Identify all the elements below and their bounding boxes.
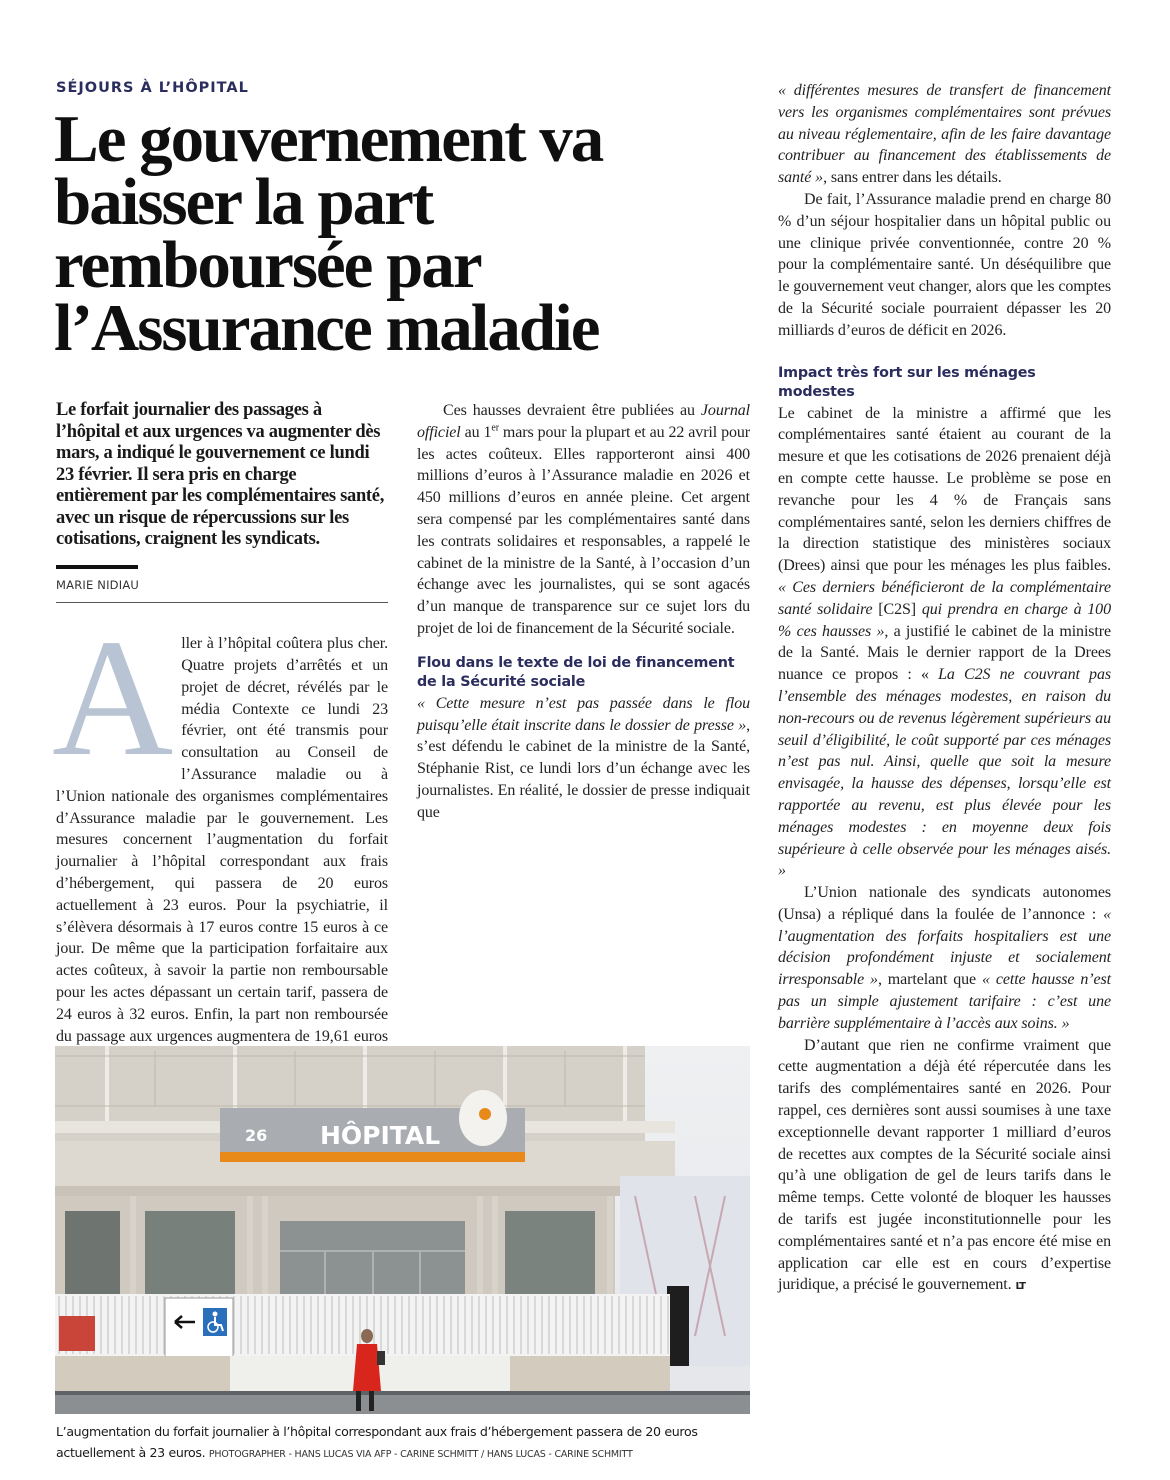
column-1	[52, 400, 388, 1045]
lede: Le forfait journalier des passages à l’hôpital et aux urgences va augmenter dès mars, a indiqué le gouvernement ce lundi 23 février. Il sera pris en charge entièrement par les complémentaires santé, avec un risque de répercussions sur les cotisations, craignent les syndicats.	[56, 400, 385, 549]
journal-officiel: Journal officiel	[417, 402, 750, 441]
end-mark: LT	[1015, 1281, 1025, 1293]
p5-text: Le cabinet de la ministre a affirmé que les complémentaires santé étaient au courant de la mesure et que les cotisations de 2026 prenaient déjà en compte cette hausse. Le problème se pose en revanche pour les 4 % de Français sans complémentaires santé, selon les derniers chiffres de la direction statistique des ministères sociaux (Drees) ainsi que pour les ménages les plus faibles.	[778, 404, 1111, 575]
p5-text: [C2S]	[878, 600, 917, 618]
column-3	[778, 80, 1111, 1465]
column-2	[417, 400, 750, 1038]
quote: « Cette mesure n’est pas passée dans le flou puisqu’elle était inscrite dans le dossier de presse »	[417, 694, 750, 734]
quote: La C2S ne couvrant pas l’ensemble des ménages modestes, en raison du non-recours ou de revenus légèrement supérieurs au seuil d’éligibilité, le coût supporté par ces ménages n’est pas nul. Ainsi, quelle que soit la mesure envisagée, la hausse des dépenses, lorsqu’elle est rapportée au revenu, est plus élevée pour les ménages modestes : en moyenne deux fois supérieure à celle observée pour les ménages aisés. »	[778, 666, 1111, 880]
section-kicker: SÉJOURS À L’HÔPITAL	[56, 80, 249, 96]
gate	[667, 1286, 689, 1366]
hospital-photo	[55, 1046, 750, 1414]
paragraph-4: De fait, l’Assurance maladie prend en charge 80 % d’un séjour hospitalier dans un hôpital public ou une clinique privée conventionnée, contre 20 % pour la complémentaire santé. Un déséquilibre que le gouvernement veut changer, alors que les comptes de la Sécurité sociale pourraient dépasser les 20 milliards d’euros de déficit en 2026.	[778, 190, 1111, 339]
paragraph-1: ller à l’hôpital coûtera plus cher. Quatre projets d’arrêtés et un projet de décret, révélés par le média Contexte ce lundi 23 février, ont été transmis pour consultation au Conseil de l’Assurance maladie ou à l’Union nationale des organismes complémentaires d’Assurance maladie par le gouvernement. Les mesures concernent l’augmentation du forfait journalier à l’hôpital correspondant aux frais d’hébergement, qui passera de 20 euros actuellement à 23 euros. Pour la psychiatrie, il s’élèvera désormais à 17 euros contre 15 euros à ce jour. De même que la participation forfaitaire aux actes coûteux, à savoir la partie non remboursable pour les actes dépassant un certain tarif, passera de 24 euros à 32 euros. Enfin, la part non remboursée du passage aux urgences augmentera de 19,61 euros	[56, 635, 388, 1045]
dropcap: A	[52, 605, 174, 792]
quote: qui prendra en charge à 100 % ces hausses »	[778, 600, 1111, 640]
p3-text: , sans entrer dans les détails.	[823, 169, 1002, 187]
paragraph-6	[778, 882, 1111, 1035]
subhead-impact: Impact très fort sur les ménages modestes	[778, 364, 1036, 400]
quote: « l’augmentation des forfaits hospitaliers est une décision profondément injuste et socialement irresponsable »	[778, 905, 1111, 989]
p6-text: , martelant que	[877, 971, 982, 989]
p5-text: , a justifié le cabinet de la ministre de la Santé. Mais le dernier rapport de la Drees nuance ce propos : «	[778, 622, 1111, 684]
quote: « cette hausse n’est pas un simple ajustement tarifaire : c’est une barrière supplémentaire à l’accès aux soins. »	[778, 971, 1111, 1032]
paragraph-2	[417, 400, 750, 640]
subhead-flou: Flou dans le texte de loi de financement de la Sécurité sociale	[417, 654, 735, 690]
p3-text: , s’est défendu le cabinet de la ministre de la Santé, Stéphanie Rist, ce lundi lors d’un échange avec les journalistes. En réalité, le dossier de presse indiquait que	[417, 716, 750, 821]
sign-number: 26	[245, 1126, 268, 1145]
quote: « Ces derniers bénéficieront de la complémentaire santé solidaire	[778, 578, 1111, 618]
paragraph-3-continued	[778, 80, 1111, 189]
p2-text: au 1	[460, 423, 492, 441]
quote: « différentes mesures de transfert de financement vers les organismes complémentaires sont prévues au niveau réglementaire, afin de les faire davantage contribuer au financement des établissements de santé »	[778, 82, 1111, 187]
superscript: er	[491, 422, 499, 434]
paragraph-7	[778, 1035, 1111, 1299]
caption-text: L’augmentation du forfait journalier à l’hôpital correspondant aux frais d’hébergement passera de 20 euros actuellement à 23 euros.	[56, 1424, 698, 1460]
byline: MARIE NIDIAU	[56, 575, 388, 604]
sign-text: HÔPITAL	[320, 1121, 441, 1150]
paragraph-5	[778, 403, 1111, 883]
p2-text: Ces hausses devraient être publiées au	[443, 402, 701, 419]
p7-text: D’autant que rien ne confirme vraiment que cette augmentation a déjà été répercutée dans les tarifs des complémentaires santé en 2026. Pour rappel, ces dernières sont aussi soumises à une taxe exceptionnelle devant rapporter 1 milliard d’euros de recettes aux comptes de la Sécurité sociale ainsi qu’à une obligation de gel de leurs tarifs dans le même temps. Cette volonté de bloquer les hausses de tarifs est jugée inconstitutionnelle pour les complémentaires santé et n’a pas encore été mise en application car elle est en cours d’expertise juridique, a précisé le gouvernement.	[778, 1036, 1111, 1294]
headline: Le gouvernement va baisser la part remboursée par l’Assurance maladie	[54, 102, 603, 365]
sign-orange-band	[220, 1152, 525, 1162]
hospital-facade-illustration	[55, 1046, 750, 1414]
photo-caption	[56, 1421, 756, 1465]
p6-text: L’Union nationale des syndicats autonomes (Unsa) a répliqué dans la foulée de l’annonce :	[778, 884, 1111, 923]
photo-credit: PHOTOGRAPHER - HANS LUCAS VIA AFP - CARINE SCHMITT / HANS LUCAS - CARINE SCHMITT	[208, 1449, 633, 1460]
paragraph-3	[417, 693, 750, 824]
p2-text: mars pour la plupart et au 22 avril pour les actes coûteux. Elles rapporteront ainsi 400 millions d’euros à l’Assurance maladie en 2026 et 450 millions d’euros en année pleine. Cet argent sera compensé par les complémentaires santé dans les contrats solidaires et responsables, a rappelé le cabinet de la ministre de la Santé, à l’occasion d’un échange avec les journalistes, qui se sont agacés d’un manque de transparence sur ce sujet lors du projet de loi de financement de la Sécurité sociale.	[417, 423, 750, 637]
body-start	[52, 605, 388, 1113]
byline-rule	[56, 565, 138, 569]
